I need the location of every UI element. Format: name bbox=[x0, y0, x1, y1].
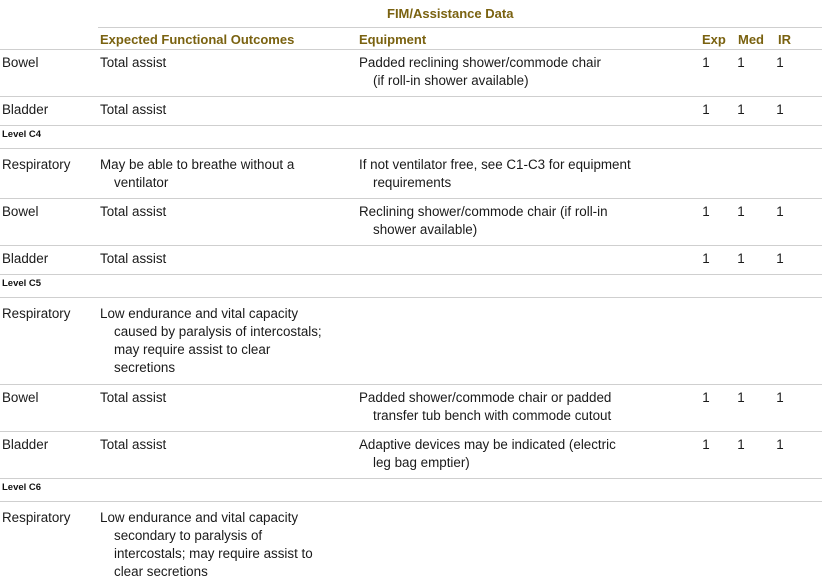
ir-value: 1 bbox=[776, 251, 784, 266]
row-divider bbox=[0, 125, 822, 126]
equipment-text-line: Padded shower/commode chair or padded bbox=[359, 390, 612, 405]
row-divider bbox=[0, 198, 822, 199]
med-value: 1 bbox=[737, 102, 745, 117]
outcome-text-line: secondary to paralysis of bbox=[114, 528, 263, 543]
row-divider bbox=[0, 297, 822, 298]
fim-group-title: FIM/Assistance Data bbox=[387, 6, 514, 21]
med-value: 1 bbox=[737, 251, 745, 266]
exp-value: 1 bbox=[702, 390, 710, 405]
outcome-text-line: May be able to breathe without a bbox=[100, 157, 295, 172]
exp-value: 1 bbox=[702, 437, 710, 452]
ir-value: 1 bbox=[776, 55, 784, 70]
ir-value: 1 bbox=[776, 390, 784, 405]
outcome-text-line: ventilator bbox=[114, 175, 169, 190]
outcome-text bbox=[100, 203, 166, 221]
row-label: Bowel bbox=[2, 390, 39, 405]
col-header-ir: IR bbox=[778, 32, 791, 47]
equipment-text-line: (if roll-in shower available) bbox=[373, 73, 529, 88]
outcome-text-line: caused by paralysis of intercostals; bbox=[114, 324, 322, 339]
col-header-exp: Exp bbox=[702, 32, 726, 47]
section-label: Level C4 bbox=[2, 129, 42, 140]
outcome-text-line: Low endurance and vital capacity bbox=[100, 510, 299, 525]
exp-value: 1 bbox=[702, 251, 710, 266]
row-divider bbox=[0, 49, 822, 50]
row-divider bbox=[0, 384, 822, 385]
outcome-text-line: Low endurance and vital capacity bbox=[100, 306, 299, 321]
row-label: Respiratory bbox=[2, 157, 71, 172]
row-label: Bladder bbox=[2, 251, 49, 266]
col-header-equipment: Equipment bbox=[359, 32, 427, 47]
med-value: 1 bbox=[737, 437, 745, 452]
ir-value: 1 bbox=[776, 437, 784, 452]
outcome-text-line: Total assist bbox=[100, 55, 167, 70]
equipment-text-line: Reclining shower/commode chair (if roll-in bbox=[359, 204, 608, 219]
equipment-text-line: shower available) bbox=[373, 222, 478, 237]
exp-value: 1 bbox=[702, 55, 710, 70]
equipment-text-line: Padded reclining shower/commode chair bbox=[359, 55, 601, 70]
outcome-text-line: Total assist bbox=[100, 437, 167, 452]
row-divider bbox=[0, 245, 822, 246]
outcome-text bbox=[100, 389, 166, 407]
outcome-text-line: intercostals; may require assist to bbox=[114, 546, 313, 561]
outcome-text bbox=[100, 54, 166, 72]
equipment-text bbox=[359, 389, 611, 425]
med-value: 1 bbox=[737, 390, 745, 405]
equipment-text-line: If not ventilator free, see C1-C3 for equipment bbox=[359, 157, 631, 172]
outcome-text bbox=[100, 436, 166, 454]
row-label: Respiratory bbox=[2, 510, 71, 525]
equipment-text-line: Adaptive devices may be indicated (electric bbox=[359, 437, 616, 452]
med-value: 1 bbox=[737, 55, 745, 70]
row-label: Bowel bbox=[2, 204, 39, 219]
equipment-text bbox=[359, 156, 631, 192]
header-divider-top bbox=[98, 27, 822, 28]
outcome-text-line: Total assist bbox=[100, 102, 167, 117]
equipment-text-line: transfer tub bench with commode cutout bbox=[373, 408, 612, 423]
equipment-text-line: requirements bbox=[373, 175, 452, 190]
outcome-text bbox=[100, 101, 166, 119]
exp-value: 1 bbox=[702, 102, 710, 117]
outcome-text bbox=[100, 305, 322, 377]
outcome-text-line: Total assist bbox=[100, 390, 167, 405]
row-divider bbox=[0, 274, 822, 275]
outcome-text-line: Total assist bbox=[100, 251, 167, 266]
col-header-med: Med bbox=[738, 32, 764, 47]
outcome-text bbox=[100, 509, 313, 581]
ir-value: 1 bbox=[776, 102, 784, 117]
outcome-text-line: may require assist to clear bbox=[114, 342, 271, 357]
row-label: Bladder bbox=[2, 437, 49, 452]
outcome-text bbox=[100, 156, 294, 192]
row-label: Bowel bbox=[2, 55, 39, 70]
row-divider bbox=[0, 96, 822, 97]
outcome-text-line: clear secretions bbox=[114, 564, 208, 579]
equipment-text-line: leg bag emptier) bbox=[373, 455, 470, 470]
med-value: 1 bbox=[737, 204, 745, 219]
row-divider bbox=[0, 478, 822, 479]
row-divider bbox=[0, 501, 822, 502]
outcome-text-line: secretions bbox=[114, 360, 176, 375]
outcome-text-line: Total assist bbox=[100, 204, 167, 219]
row-label: Respiratory bbox=[2, 306, 71, 321]
section-label: Level C6 bbox=[2, 482, 42, 493]
equipment-text bbox=[359, 203, 608, 239]
section-label: Level C5 bbox=[2, 278, 42, 289]
ir-value: 1 bbox=[776, 204, 784, 219]
col-header-outcomes: Expected Functional Outcomes bbox=[100, 32, 295, 47]
outcome-text bbox=[100, 250, 166, 268]
row-divider bbox=[0, 431, 822, 432]
row-divider bbox=[0, 148, 822, 149]
exp-value: 1 bbox=[702, 204, 710, 219]
row-label: Bladder bbox=[2, 102, 49, 117]
equipment-text bbox=[359, 54, 601, 90]
equipment-text bbox=[359, 436, 616, 472]
